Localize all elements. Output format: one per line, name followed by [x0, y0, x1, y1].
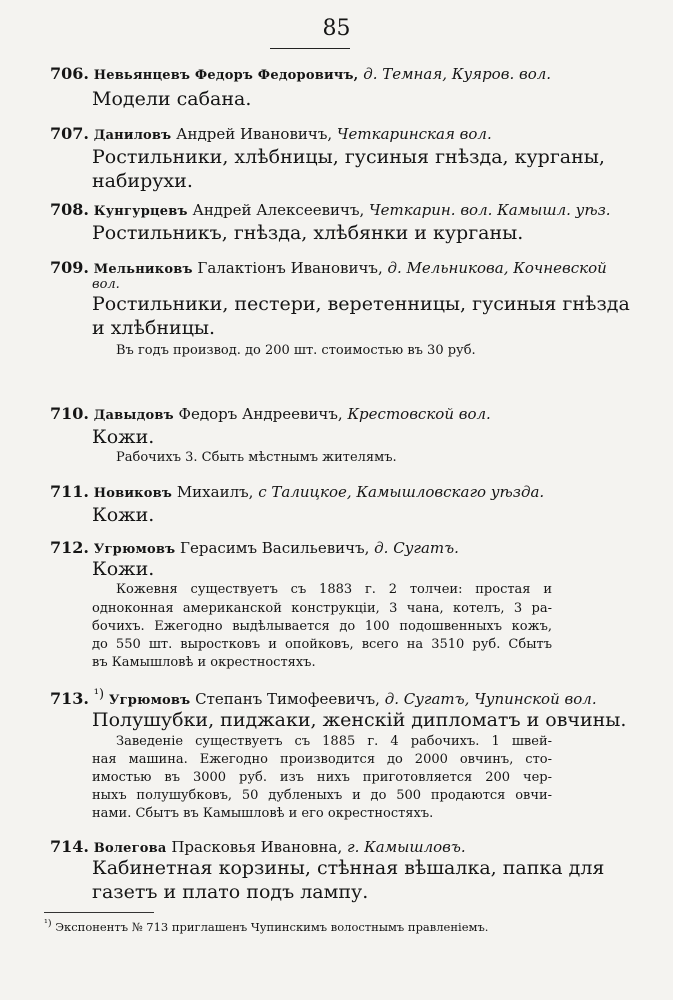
entry-713-note-line5: нами. Сбытъ въ Камышловѣ и его окрестностяхъ. [92, 806, 434, 821]
exhibitor-surname: Угрюмовъ [108, 693, 191, 708]
entry-712-header [50, 538, 459, 557]
exhibitor-place: д. Сугатъ, Чупинской вол. [384, 690, 597, 708]
entry-709-items-line2: и хлѣбницы. [92, 317, 216, 339]
entry-number: 707. [50, 124, 89, 143]
entry-number: 708. [50, 200, 89, 219]
entry-713-note-line2: ная машина. Ежегодно производится до 2000 овчинъ, сто- [92, 752, 552, 767]
entry-709-header [50, 258, 607, 277]
entry-706-header [50, 64, 551, 83]
exhibitor-place: г. Камышловъ. [347, 838, 466, 856]
entry-number: 712. [50, 538, 89, 557]
entry-708-header [50, 200, 611, 219]
entry-709-note: Въ годъ производ. до 200 шт. стоимостью въ 30 руб. [116, 343, 476, 358]
exhibitor-surname: Угрюмовъ [93, 542, 176, 557]
entry-712-note-line4: до 550 шт. выростковъ и опойковъ, всего на 3510 руб. Сбытъ [92, 637, 552, 652]
entry-708-items: Ростильникъ, гнѣзда, хлѣбянки и курганы. [92, 222, 524, 244]
entry-712-note-line1: Кожевня существуетъ съ 1883 г. 2 толчеи: простая и [116, 582, 552, 597]
exhibitor-place: д. Мельникова, Кочневской [387, 259, 607, 277]
entry-714-items-line2: газетъ и плато подъ лампу. [92, 881, 369, 903]
page-number-rule [270, 48, 350, 49]
footnote-text: Экспонентъ № 713 приглашенъ Чупинскимъ волостнымъ правленіемъ. [55, 919, 489, 934]
page-number: 85 [322, 16, 351, 41]
entry-707-header [50, 124, 492, 143]
entry-713-note-line3: имостью въ 3000 руб. изъ нихъ приготовляется 200 чер- [92, 770, 552, 785]
footnote-rule [44, 912, 154, 913]
exhibitor-place: д. Темная, Куяров. вол. [363, 65, 552, 83]
entry-713-header [50, 687, 597, 708]
exhibitor-place: д. Сугатъ. [374, 539, 459, 557]
exhibitor-place: Крестовской вол. [347, 405, 491, 423]
exhibitor-given-name: Федоръ Андреевичъ, [178, 405, 343, 423]
entry-number: 709. [50, 258, 89, 277]
entry-707-items-line1: Ростильники, хлѣбницы, гусиныя гнѣзда, курганы, [92, 146, 605, 168]
entry-709-items-line1: Ростильники, пестери, веретенницы, гусиныя гнѣзда [92, 293, 630, 315]
exhibitor-surname: Новиковъ [93, 486, 173, 501]
entry-712-items: Кожи. [92, 558, 155, 580]
entry-713-items: Полушубки, пиджаки, женскій дипломатъ и овчины. [92, 709, 627, 731]
exhibitor-given-name: Михаилъ, [176, 483, 254, 501]
entry-710-header [50, 404, 491, 423]
exhibitor-given-name: Герасимъ Васильевичъ, [180, 539, 370, 557]
exhibitor-given-name: Галактіонъ Ивановичъ, [197, 259, 383, 277]
footnote [44, 918, 488, 934]
entry-number: 706. [50, 64, 89, 83]
exhibitor-name: Невьянцевъ Федоръ Федоровичъ, [93, 68, 359, 83]
entry-710-items: Кожи. [92, 426, 155, 448]
exhibitor-place: с Талицкое, Камышловскаго уѣзда. [258, 483, 545, 501]
entry-714-header [50, 837, 466, 856]
entry-711-items: Кожи. [92, 504, 155, 526]
entry-713-note-line1: Заведеніе существуетъ съ 1885 г. 4 рабочихъ. 1 швей- [116, 734, 552, 749]
exhibitor-given-name: Степанъ Тимофеевичъ, [195, 690, 380, 708]
exhibitor-surname: Мельниковъ [93, 262, 193, 277]
entry-706-items: Модели сабана. [92, 88, 252, 110]
entry-number: 710. [50, 404, 89, 423]
entry-number: 711. [50, 482, 89, 501]
entry-711-header [50, 482, 544, 501]
entry-712-note-line5: въ Камышловѣ и окрестностяхъ. [92, 655, 316, 670]
footnote-mark: ¹) [44, 918, 52, 929]
entry-709-place-cont: вол. [92, 277, 120, 292]
entry-number: 713. [50, 689, 89, 708]
entry-712-note-line3: бочихъ. Ежегодно выдѣлывается до 100 подошвенныхъ кожъ, [92, 619, 552, 634]
exhibitor-place: Четкарин. вол. Камышл. уѣз. [369, 201, 611, 219]
exhibitor-surname: Давыдовъ [93, 408, 174, 423]
entry-713-note-line4: ныхъ полушубковъ, 50 дубленыхъ и до 500 продаются овчи- [92, 788, 552, 803]
entry-714-items-line1: Кабинетная корзины, стѣнная вѣшалка, папка для [92, 857, 605, 879]
entry-712-note-line2: одноконная американской конструкціи, 3 чана, котелъ, 3 ра- [92, 601, 552, 616]
exhibitor-given-name: Андрей Алексеевичъ, [192, 201, 365, 219]
exhibitor-given-name: Прасковья Ивановна, [171, 838, 343, 856]
entry-707-items-line2: набирухи. [92, 170, 193, 192]
exhibitor-surname: Даниловъ [93, 128, 172, 143]
exhibitor-surname: Волегова [93, 841, 167, 856]
exhibitor-surname: Кунгурцевъ [93, 204, 188, 219]
entry-710-note: Рабочихъ 3. Сбыть мѣстнымъ жителямъ. [116, 450, 397, 465]
exhibitor-given-name: Андрей Ивановичъ, [176, 125, 333, 143]
footnote-mark: ¹) [93, 687, 105, 702]
exhibitor-place: Четкаринская вол. [336, 125, 492, 143]
entry-number: 714. [50, 837, 89, 856]
